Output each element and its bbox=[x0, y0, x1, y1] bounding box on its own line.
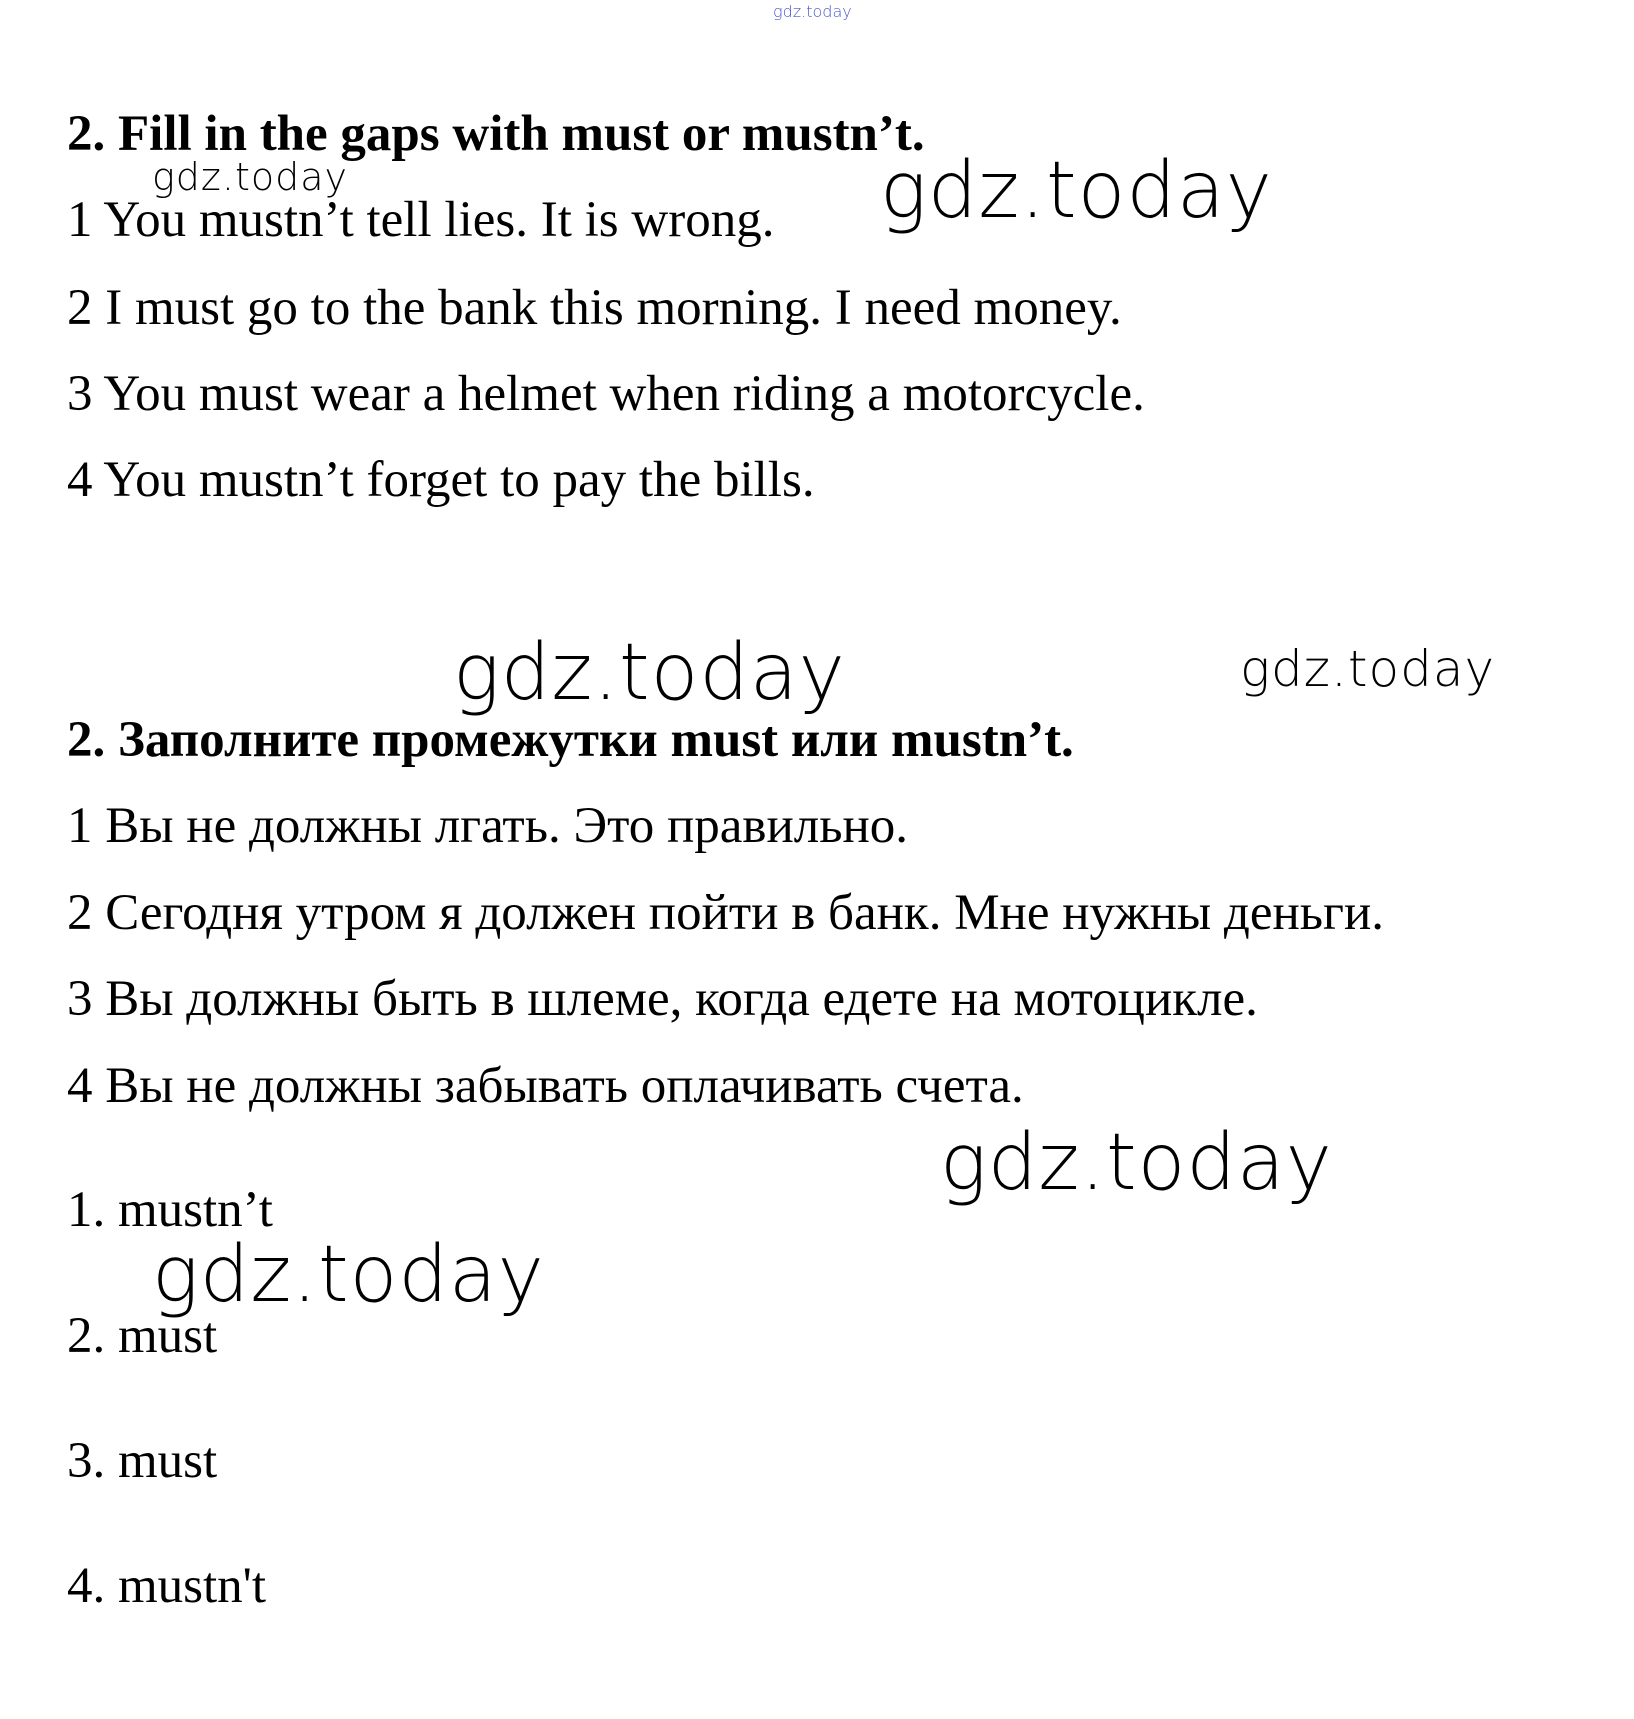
answer-4: 4. mustn't bbox=[67, 1558, 267, 1614]
watermark-large-2: gdz.today bbox=[453, 628, 846, 718]
english-item-2: 2 I must go to the bank this morning. I need money. bbox=[67, 280, 1122, 336]
watermark-large-3: gdz.today bbox=[940, 1118, 1333, 1208]
english-item-1: 1 You mustn’t tell lies. It is wrong. bbox=[67, 192, 775, 248]
english-heading: 2. Fill in the gaps with must or mustn’t. bbox=[67, 106, 925, 162]
english-item-4: 4 You mustn’t forget to pay the bills. bbox=[67, 452, 815, 508]
watermark-medium-1: gdz.today bbox=[1240, 640, 1496, 698]
english-item-3: 3 You must wear a helmet when riding a motorcycle. bbox=[67, 366, 1145, 422]
watermark-top: gdz.today bbox=[773, 2, 852, 21]
russian-heading: 2. Заполните промежутки must или mustn’t. bbox=[67, 712, 1074, 768]
russian-item-1: 1 Вы не должны лгать. Это правильно. bbox=[67, 798, 909, 854]
answer-1: 1. mustn’t bbox=[67, 1182, 273, 1238]
russian-item-4: 4 Вы не должны забывать оплачивать счета. bbox=[67, 1058, 1024, 1114]
answer-3: 3. must bbox=[67, 1433, 218, 1489]
answer-2: 2. must bbox=[67, 1308, 218, 1364]
russian-item-2: 2 Сегодня утром я должен пойти в банк. Мне нужны деньги. bbox=[67, 885, 1384, 941]
watermark-large-1: gdz.today bbox=[880, 146, 1273, 236]
russian-item-3: 3 Вы должны быть в шлеме, когда едете на мотоцикле. bbox=[67, 971, 1258, 1027]
watermark-small-1: gdz.today bbox=[152, 155, 348, 199]
watermark-large-4: gdz.today bbox=[152, 1230, 545, 1320]
